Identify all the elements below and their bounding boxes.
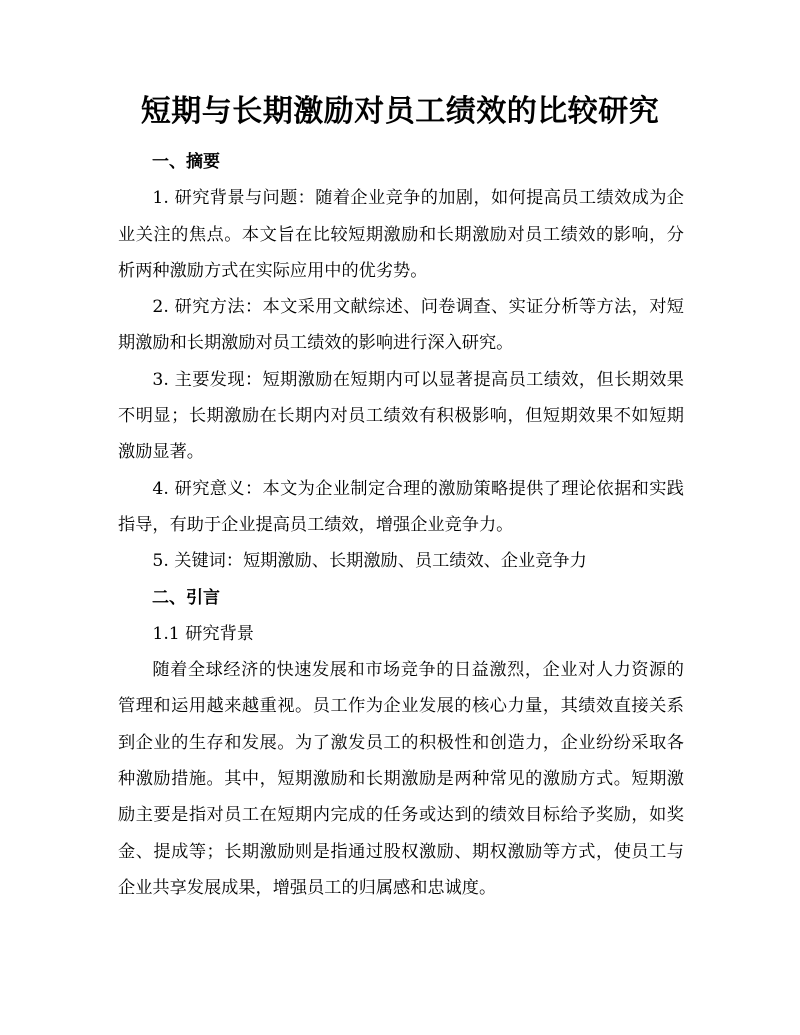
section-heading-introduction: 二、引言 bbox=[152, 587, 220, 608]
abstract-paragraph-significance: 4. 研究意义：本文为企业制定合理的激励策略提供了理论依据和实践指导，有助于企业提高员工绩效，增强企业竞争力。 bbox=[118, 478, 684, 535]
abstract-paragraph-keywords: 5. 关键词：短期激励、长期激励、员工绩效、企业竞争力 bbox=[152, 551, 587, 572]
abstract-paragraph-methods: 2. 研究方法：本文采用文献综述、问卷调查、实证分析等方法，对短期激励和长期激励对员工绩效的影响进行深入研究。 bbox=[118, 297, 684, 354]
introduction-paragraph: 随着全球经济的快速发展和市场竞争的日益激烈，企业对人力资源的管理和运用越来越重视。员工作为企业发展的核心力量，其绩效直接关系到企业的生存和发展。为了激发员工的积极性和创造力，企业纷纷采取各种激励措施。其中，短期激励和长期激励是两种常见的激励方式。短期激励主要是指对员工在短期内完成的任务或达到的绩效目标给予奖励，如奖金、提成等；长期激励则是指通过股权激励、期权激励等方式，使员工与企业共享发展成果，增强员工的归属感和忠诚度。 bbox=[118, 660, 684, 898]
subsection-heading-background: 1.1 研究背景 bbox=[152, 623, 254, 644]
abstract-paragraph-background: 1. 研究背景与问题：随着企业竞争的加剧，如何提高员工绩效成为企业关注的焦点。本文旨在比较短期激励和长期激励对员工绩效的影响，分析两种激励方式在实际应用中的优劣势。 bbox=[118, 188, 684, 281]
section-heading-abstract: 一、摘要 bbox=[152, 152, 220, 172]
document-title: 短期与长期激励对员工绩效的比较研究 bbox=[140, 94, 660, 129]
document-body bbox=[118, 144, 684, 906]
abstract-paragraph-findings: 3. 主要发现：短期激励在短期内可以显著提高员工绩效，但长期效果不明显；长期激励在长期内对员工绩效有积极影响，但短期效果不如短期激励显著。 bbox=[118, 369, 684, 463]
